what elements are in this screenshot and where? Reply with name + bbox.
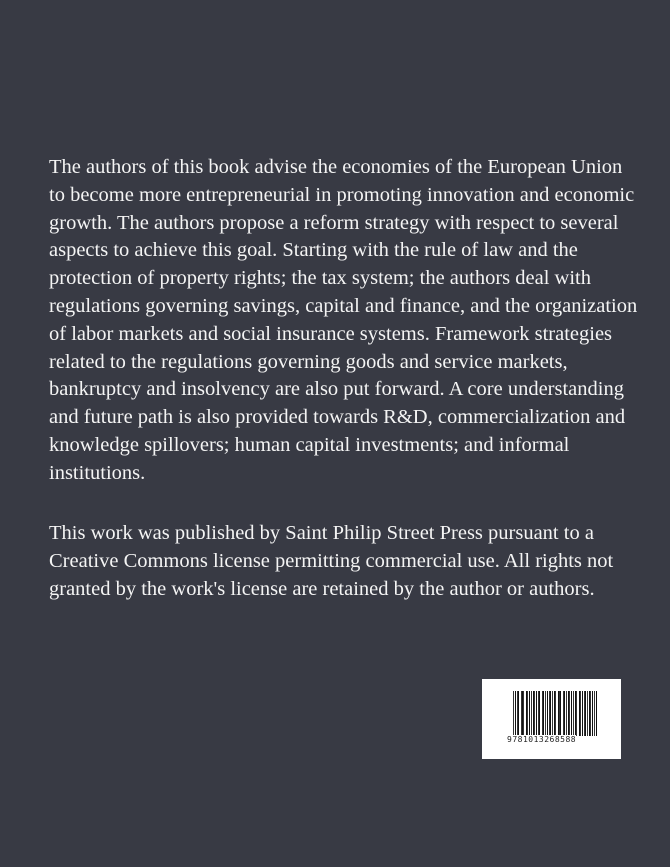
license-note: This work was published by Saint Philip Street Press pursuant to a Creative Commons license permitting commercial use. All rights not granted by the work's license are retained by the author or authors. xyxy=(49,522,614,600)
isbn-barcode xyxy=(482,679,621,759)
barcode-bars xyxy=(513,691,597,736)
barcode-digits: 9781013268588 xyxy=(507,735,577,744)
book-description: The authors of this book advise the economies of the European Union to become more entrepreneurial in promoting innovation and economic growth. The authors propose a reform strategy with respect to several aspects to achieve this goal. Starting with the rule of law and the protection of property rights; the tax system; the authors deal with regulations governing savings, capital and finance, and the organization of labor markets and social insurance systems. Framework strategies related to the regulations governing goods and service markets, bankruptcy and insolvency are also put forward. A core understanding and future path is also provided towards R&D, commercialization and knowledge spillovers; human capital investments; and informal institutions. xyxy=(49,156,638,484)
